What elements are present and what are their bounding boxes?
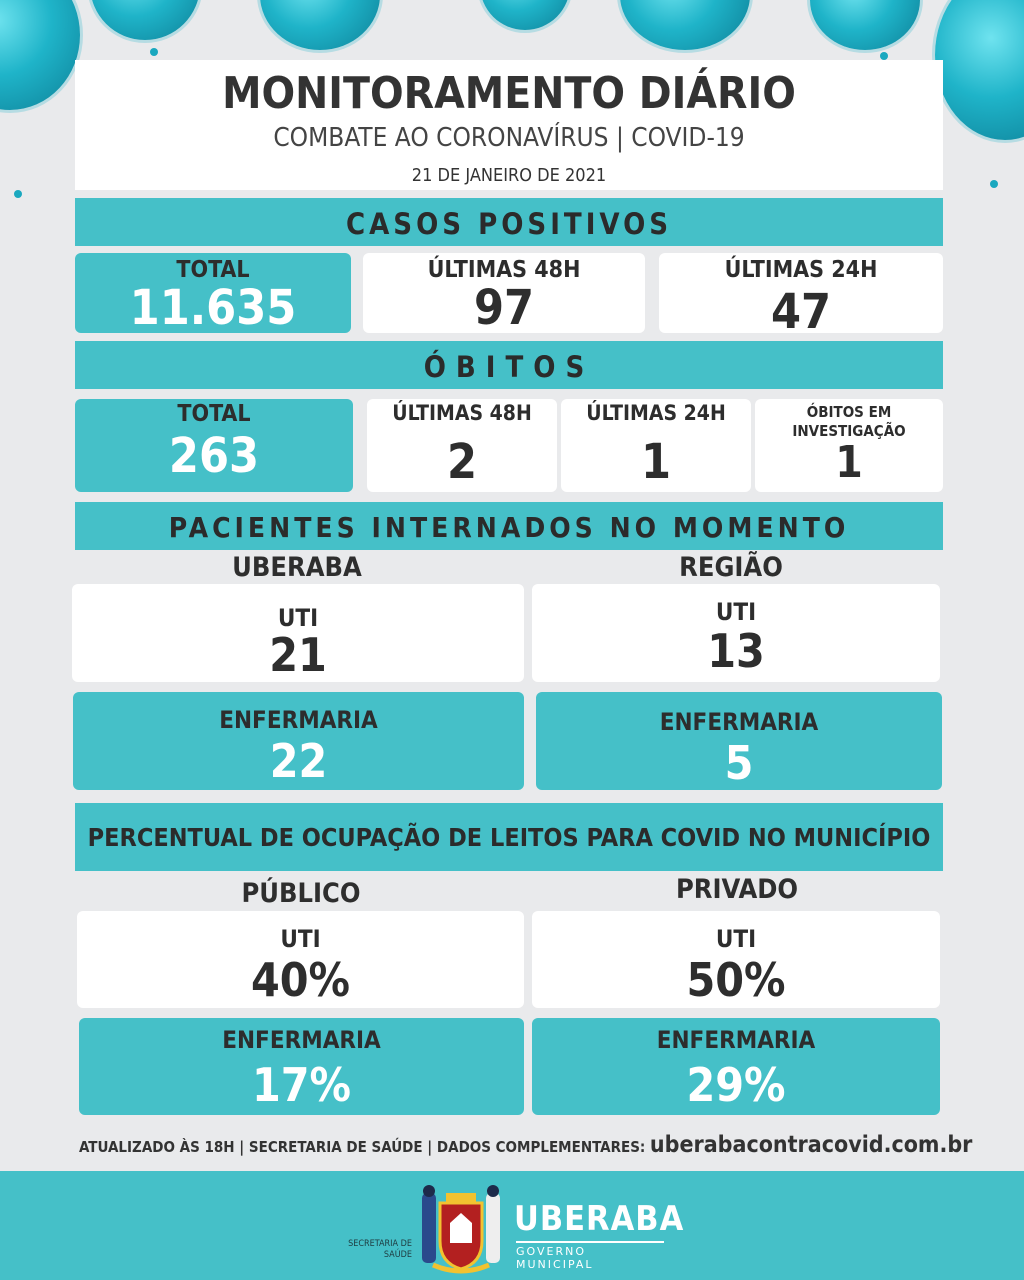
footer-bar bbox=[0, 1171, 1024, 1280]
casos-heading: CASOS POSITIVOS bbox=[75, 198, 943, 246]
report-date: 21 DE JANEIRO DE 2021 bbox=[411, 165, 607, 186]
casos-total-card bbox=[75, 253, 351, 336]
regiao-enfermaria-card bbox=[536, 692, 942, 790]
casos-48h-card bbox=[363, 253, 645, 336]
header-card bbox=[75, 60, 943, 190]
ocupacao-heading: PERCENTUAL DE OCUPAÇÃO DE LEITOS PARA COVID NO MUNICÍPIO bbox=[75, 803, 943, 871]
casos-total-label: TOTAL bbox=[176, 257, 250, 283]
casos-total-value: 11.635 bbox=[129, 280, 297, 336]
uberaba-enfermaria-label: ENFERMARIA bbox=[219, 706, 378, 734]
casos-24h-card bbox=[659, 253, 943, 340]
uberaba-uti-label: UTI bbox=[277, 604, 319, 632]
obitos-48h-label: ÚLTIMAS 48H bbox=[392, 401, 532, 425]
obitos-48h-card bbox=[367, 399, 557, 492]
uberaba-uti-value: 21 bbox=[269, 628, 327, 682]
privado-enfermaria-card bbox=[532, 1018, 940, 1115]
publico-enfermaria-label: ENFERMARIA bbox=[222, 1026, 381, 1054]
regiao-uti-value: 13 bbox=[707, 624, 765, 678]
publico-uti-label: UTI bbox=[280, 925, 321, 953]
casos-48h-value: 97 bbox=[473, 280, 535, 336]
publico-enfermaria-value: 17% bbox=[251, 1058, 352, 1112]
privado-enfermaria-label: ENFERMARIA bbox=[656, 1026, 816, 1054]
footer-note-text: ATUALIZADO ÀS 18H | SECRETARIA DE SAÚDE | DADOS COMPLEMENTARES: bbox=[79, 1138, 646, 1156]
secretaria-line-1: SECRETARIA DE bbox=[348, 1239, 412, 1249]
internados-heading: PACIENTES INTERNADOS NO MOMENTO bbox=[75, 502, 943, 550]
privado-label: PRIVADO bbox=[675, 874, 799, 905]
publico-enfermaria-card bbox=[79, 1018, 524, 1115]
obitos-24h-label: ÚLTIMAS 24H bbox=[586, 401, 726, 425]
page-subtitle: COMBATE AO CORONAVÍRUS | COVID-19 bbox=[273, 123, 745, 153]
publico-uti-card bbox=[77, 911, 524, 1008]
obitos-48h-value: 2 bbox=[446, 434, 478, 490]
regiao-uti-label: UTI bbox=[715, 598, 757, 626]
footer-site-link[interactable]: uberabacontracovid.com.br bbox=[649, 1132, 973, 1158]
uberaba-label: UBERABA bbox=[232, 552, 362, 583]
privado-enfermaria-value: 29% bbox=[686, 1058, 786, 1112]
regiao-label: REGIÃO bbox=[679, 552, 783, 583]
obitos-heading: ÓBITOS bbox=[75, 341, 943, 389]
publico-label: PÚBLICO bbox=[241, 878, 361, 909]
regiao-enfermaria-label: ENFERMARIA bbox=[659, 708, 819, 736]
brand-subtitle: GOVERNO MUNICIPAL bbox=[516, 1241, 664, 1271]
publico-uti-value: 40% bbox=[250, 953, 351, 1007]
privado-uti-card bbox=[532, 911, 940, 1008]
obitos-investigacao-value: 1 bbox=[835, 437, 863, 488]
brand-name: UBERABA bbox=[514, 1199, 685, 1239]
obitos-investigacao-label-2: INVESTIGAÇÃO bbox=[792, 422, 906, 440]
obitos-investigacao-card bbox=[755, 399, 943, 492]
regiao-enfermaria-value: 5 bbox=[724, 736, 754, 790]
secretaria-line-2: SAÚDE bbox=[383, 1250, 412, 1260]
casos-48h-label: ÚLTIMAS 48H bbox=[427, 257, 581, 283]
uberaba-enfermaria-value: 22 bbox=[269, 734, 328, 788]
privado-uti-label: UTI bbox=[715, 925, 757, 953]
uberaba-uti-card bbox=[72, 584, 524, 682]
secretaria-saude bbox=[340, 1239, 412, 1261]
privado-uti-value: 50% bbox=[686, 953, 786, 1007]
obitos-total-label: TOTAL bbox=[177, 401, 251, 427]
footer-note bbox=[79, 1132, 973, 1158]
obitos-total-value: 263 bbox=[168, 428, 260, 484]
obitos-total-card bbox=[75, 399, 353, 492]
regiao-uti-card bbox=[532, 584, 940, 682]
obitos-24h-value: 1 bbox=[640, 434, 672, 490]
obitos-investigacao-label-1: ÓBITOS EM bbox=[806, 403, 892, 421]
page-title: MONITORAMENTO DIÁRIO bbox=[222, 68, 796, 119]
casos-24h-label: ÚLTIMAS 24H bbox=[724, 257, 878, 283]
obitos-24h-card bbox=[561, 399, 751, 492]
coat-of-arms-logo bbox=[418, 1183, 504, 1275]
casos-24h-value: 47 bbox=[770, 284, 832, 340]
uberaba-enfermaria-card bbox=[73, 692, 524, 790]
